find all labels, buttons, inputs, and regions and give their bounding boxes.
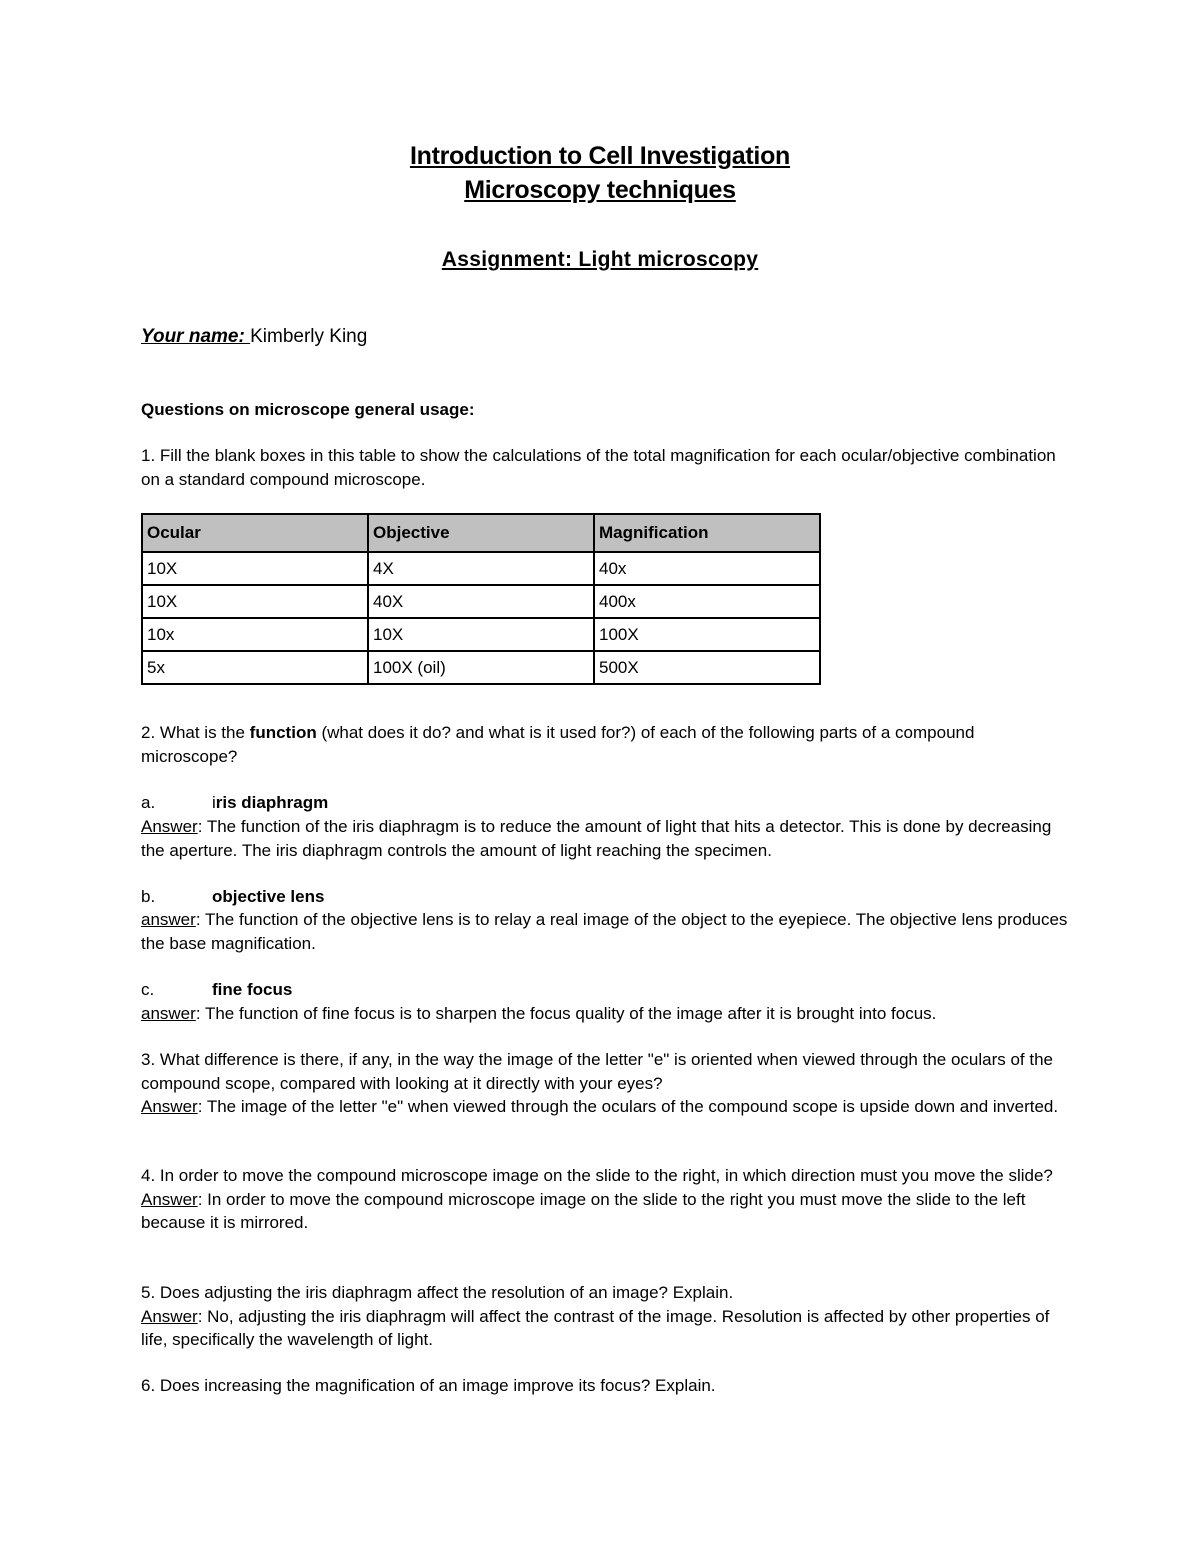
- question-2a-term-first: i: [212, 793, 216, 812]
- table-cell: 100X: [594, 618, 820, 651]
- document-title: Introduction to Cell Investigation: [409, 142, 791, 170]
- answer-label: Answer: [141, 817, 198, 836]
- student-name-label: Your name:: [141, 326, 251, 347]
- table-header-objective: Objective: [368, 514, 594, 552]
- table-cell: 500X: [594, 651, 820, 684]
- question-2a-letter: a.: [141, 793, 156, 812]
- table-cell: 5x: [142, 651, 368, 684]
- question-3: [141, 1048, 1071, 1119]
- question-2-suffix: (what does it do? and what is it used for?) of each of the following parts of a compound microscope?: [141, 723, 975, 766]
- question-2a-heading: [141, 791, 328, 815]
- question-2c-term: fine focus: [212, 980, 293, 999]
- table-header-magnification: Magnification: [594, 514, 820, 552]
- question-4: [141, 1164, 1071, 1235]
- table-header-ocular: Ocular: [142, 514, 368, 552]
- question-2a-answer: [141, 815, 1071, 862]
- answer-text: : The function of fine focus is to sharpen the focus quality of the image after it is brought into focus.: [195, 1004, 937, 1023]
- answer-text: : The image of the letter "e" when viewed through the oculars of the compound scope is upside down and inverted.: [197, 1097, 1059, 1116]
- question-4-answer: [141, 1188, 1071, 1235]
- question-2c-heading: [141, 978, 292, 1002]
- table-cell: 10X: [142, 552, 368, 585]
- question-5: [141, 1281, 1071, 1352]
- magnification-table: [141, 513, 821, 685]
- student-name-value: Kimberly King: [250, 326, 368, 347]
- table-cell: 40x: [594, 552, 820, 585]
- question-2b-letter: b.: [141, 887, 156, 906]
- question-2: [141, 721, 1071, 768]
- answer-label: answer: [141, 1004, 196, 1023]
- table-row: [142, 585, 820, 618]
- question-2-keyword: function: [249, 723, 317, 742]
- assignment-heading: Assignment: Light microscopy: [441, 248, 759, 271]
- table-header-row: [142, 514, 820, 552]
- question-2a-term: ris diaphragm: [215, 793, 329, 812]
- answer-label: Answer: [141, 1097, 198, 1116]
- table-row: [142, 552, 820, 585]
- answer-text: : No, adjusting the iris diaphragm will affect the contrast of the image. Resolution is affected by other properties of life, specifically the wavelength of light.: [141, 1306, 1050, 1349]
- document-subtitle: Microscopy techniques: [464, 176, 736, 204]
- table-cell: 4X: [368, 552, 594, 585]
- question-2b-heading: [141, 885, 324, 909]
- table-cell: 40X: [368, 585, 594, 618]
- question-5-answer: [141, 1305, 1071, 1352]
- table-cell: 10X: [142, 585, 368, 618]
- table-row: [142, 651, 820, 684]
- table-row: [142, 618, 820, 651]
- question-1: 1. Fill the blank boxes in this table to show the calculations of the total magnification for each ocular/objective combination on a standard compound microscope.: [141, 446, 1056, 489]
- question-3-answer: [141, 1095, 1071, 1119]
- question-4-text: 4. In order to move the compound microscope image on the slide to the right, in which direction must you move the slide?: [141, 1166, 1053, 1185]
- answer-text: : In order to move the compound microscope image on the slide to the right you must move the slide to the left because it is mirrored.: [141, 1189, 1026, 1232]
- answer-label: Answer: [141, 1306, 198, 1326]
- question-2c-answer: [141, 1002, 1071, 1026]
- answer-label: answer: [141, 910, 196, 929]
- question-5-text: 5. Does adjusting the iris diaphragm affect the resolution of an image? Explain.: [141, 1283, 734, 1302]
- student-name-line: [141, 325, 367, 349]
- table-cell: 100X (oil): [368, 651, 594, 684]
- answer-text: : The function of the iris diaphragm is to reduce the amount of light that hits a detector. This is done by decreasing the aperture. The iris diaphragm controls the amount of light reaching the specimen.: [141, 817, 1052, 860]
- question-2b-answer: [141, 908, 1071, 955]
- answer-label: Answer: [141, 1189, 198, 1209]
- answer-text: : The function of the objective lens is to relay a real image of the object to the eyepiece. The objective lens produces the base magnification.: [141, 910, 1068, 953]
- table-cell: 400x: [594, 585, 820, 618]
- question-2b-term: objective lens: [212, 887, 325, 906]
- question-6: 6. Does increasing the magnification of an image improve its focus? Explain.: [141, 1376, 716, 1395]
- question-3-text: 3. What difference is there, if any, in the way the image of the letter "e" is oriented when viewed through the oculars of the compound scope, compared with looking at it directly with your eyes?: [141, 1050, 1054, 1093]
- question-2-prefix: 2. What is the: [141, 723, 250, 742]
- question-2c-letter: c.: [141, 980, 155, 999]
- table-cell: 10X: [368, 618, 594, 651]
- section-heading: Questions on microscope general usage:: [141, 400, 475, 419]
- table-cell: 10x: [142, 618, 368, 651]
